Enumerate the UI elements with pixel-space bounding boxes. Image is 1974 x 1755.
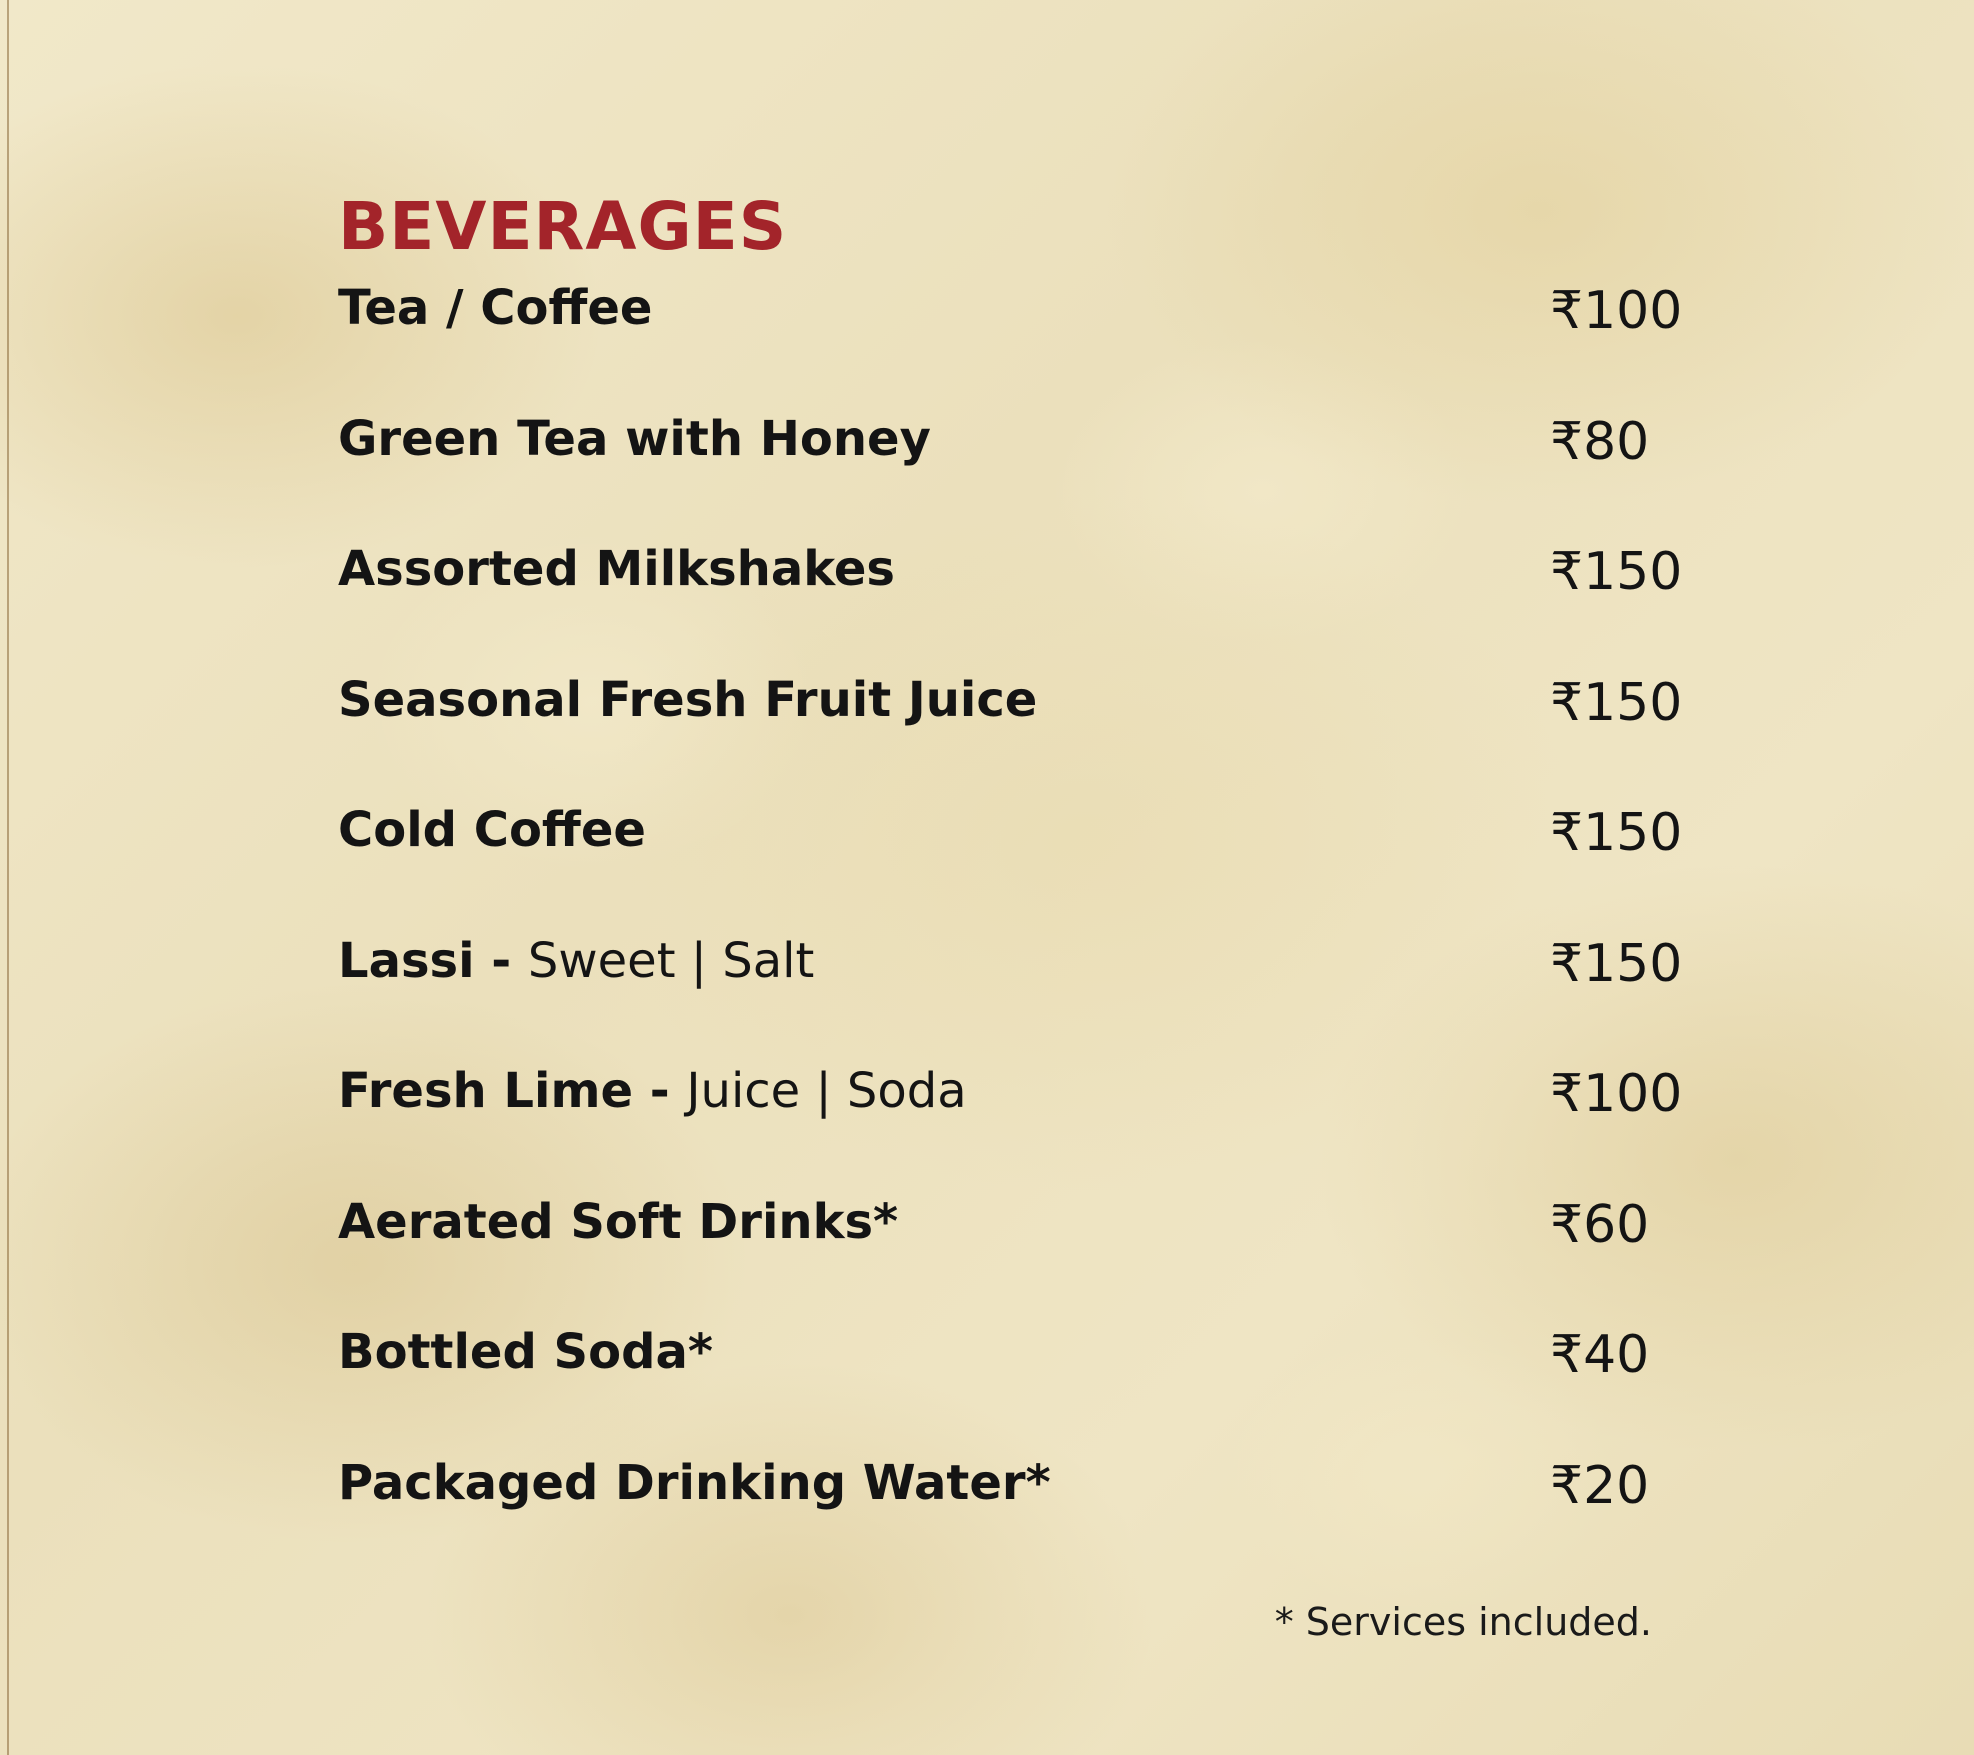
item-separator: -	[633, 1063, 687, 1119]
menu-item	[338, 1453, 1678, 1584]
item-price: ₹60	[1550, 1194, 1650, 1255]
menu-item	[338, 278, 1683, 409]
item-price: ₹100	[1550, 281, 1683, 341]
beverage-list	[338, 278, 1683, 1583]
item-name	[338, 1061, 967, 1121]
item-price: ₹150	[1550, 933, 1683, 994]
item-name-main: Seasonal Fresh Fruit Juice	[338, 671, 1038, 728]
item-name-main: Assorted Milkshakes	[338, 541, 895, 597]
menu-item	[338, 800, 1683, 931]
menu-item	[338, 1192, 1678, 1323]
menu-item	[338, 1061, 1683, 1192]
item-price: ₹100	[1550, 1064, 1683, 1124]
item-name-main: Tea / Coffee	[338, 280, 653, 336]
menu-item	[338, 670, 1683, 801]
item-separator: -	[474, 932, 528, 989]
menu-item	[338, 539, 1683, 670]
item-name	[338, 1453, 1051, 1513]
item-name-main: Aerated Soft Drinks*	[338, 1193, 899, 1250]
item-name	[338, 931, 814, 991]
menu-item	[338, 931, 1683, 1062]
menu-title: BEVERAGES	[338, 188, 788, 266]
menu-item	[338, 1322, 1678, 1453]
item-price: ₹40	[1550, 1325, 1650, 1385]
item-price: ₹150	[1550, 542, 1683, 602]
item-variants: Sweet | Salt	[527, 932, 815, 989]
footnote: * Services included.	[1274, 1600, 1652, 1644]
item-variants: Juice | Soda	[686, 1063, 967, 1119]
item-name	[338, 1322, 713, 1382]
page-edge-line	[7, 0, 9, 1755]
item-name-main: Lassi	[338, 932, 475, 989]
item-name	[338, 1192, 898, 1252]
item-name-main: Green Tea with Honey	[338, 410, 931, 467]
item-name-main: Fresh Lime	[338, 1063, 634, 1119]
item-price: ₹80	[1550, 411, 1650, 472]
menu-item	[338, 409, 1678, 540]
item-price: ₹20	[1550, 1455, 1650, 1516]
item-name	[338, 409, 931, 469]
item-name	[338, 800, 646, 860]
item-name	[338, 539, 895, 599]
item-name-main: Packaged Drinking Water*	[338, 1454, 1051, 1511]
item-price: ₹150	[1550, 803, 1683, 863]
item-price: ₹150	[1550, 672, 1683, 733]
item-name-main: Cold Coffee	[338, 802, 646, 858]
item-name-main: Bottled Soda*	[338, 1324, 713, 1380]
item-name	[338, 670, 1037, 730]
item-name	[338, 278, 652, 338]
